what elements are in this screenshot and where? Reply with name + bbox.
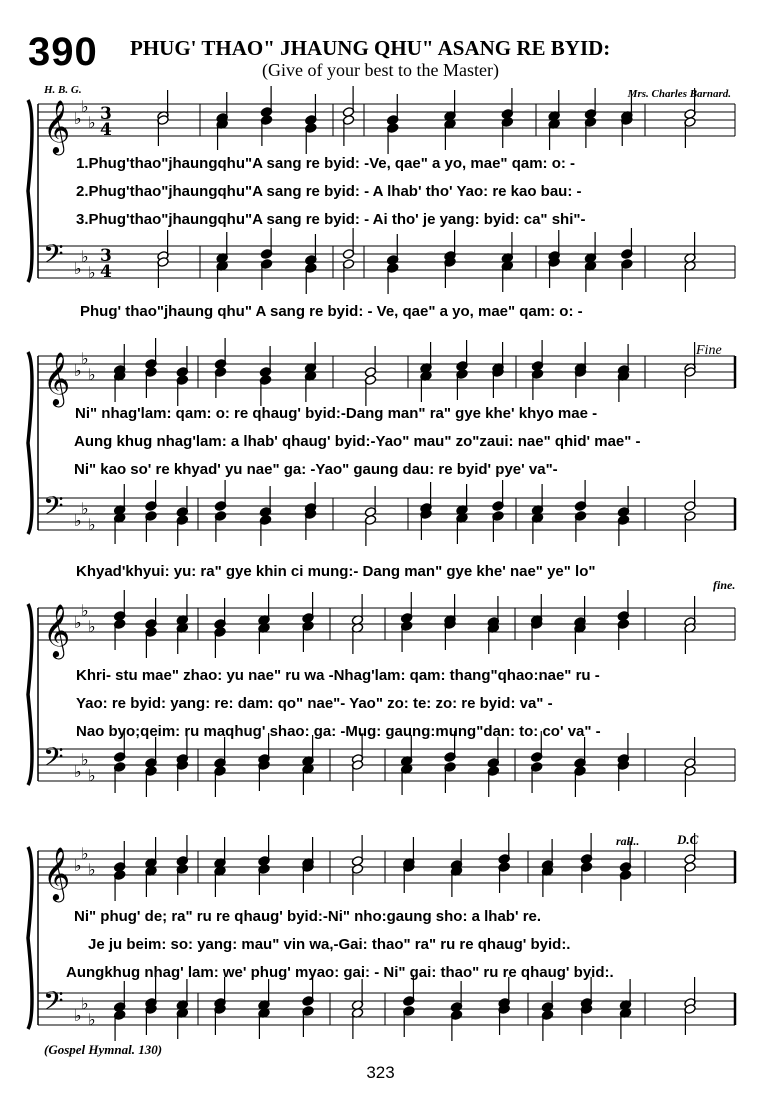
flat-icon: ♭ xyxy=(74,1006,82,1025)
time-signature: 3 xyxy=(100,104,112,124)
fine-mark-lower: fine. xyxy=(713,578,736,592)
verse-1-line-2: Ni" nhag'lam: qam: o: re qhaug' byid:-Dang man" ra" gye khe' khyo mae - xyxy=(75,405,598,422)
flat-icon: ♭ xyxy=(81,750,89,769)
treble-clef-icon: 𝄞 xyxy=(43,603,71,657)
system-1-brace xyxy=(28,100,32,282)
flat-icon: ♭ xyxy=(88,515,96,534)
verse-3-line-2: Ni" kao so' re khyad' yu nae" ga: -Yao" gaung dau: re byid' pye' va"- xyxy=(74,461,558,478)
bass-lyric-1: Phug' thao"jhaung qhu" A sang re byid: - Ve, qae" a yo, mae" qam: o: - xyxy=(80,303,583,320)
treble-clef-icon: 𝄞 xyxy=(43,846,71,900)
flat-icon: ♭ xyxy=(88,617,96,636)
verse-2-line-1: 2.Phug'thao"jhaungqhu"A sang re byid: - A lhab' tho' Yao: re kao bau: - xyxy=(76,183,582,200)
flat-icon: ♭ xyxy=(81,247,89,266)
verse-3-line-4: Aungkhug nhag' lam: we' phug' myao: gai: - Ni" gai: thao" ru re qhaug' byid:. xyxy=(66,964,614,981)
bass-clef-icon: 𝄢 xyxy=(43,741,64,779)
flat-icon: ♭ xyxy=(74,109,82,128)
source-credit: (Gospel Hymnal. 130) xyxy=(44,1042,163,1057)
flat-icon: ♭ xyxy=(74,511,82,530)
flat-icon: ♭ xyxy=(88,1010,96,1029)
flat-icon: ♭ xyxy=(88,113,96,132)
page-number: 323 xyxy=(366,1063,395,1082)
treble-clef-icon: 𝄞 xyxy=(43,351,71,405)
flat-icon: ♭ xyxy=(81,97,89,116)
flat-icon: ♭ xyxy=(74,259,82,278)
verse-1-line-1: 1.Phug'thao"jhaungqhu"A sang re byid: -Ve, qae" a yo, mae" qam: o: - xyxy=(76,155,576,172)
flat-icon: ♭ xyxy=(88,766,96,785)
system-2-brace xyxy=(28,352,32,534)
verse-3-line-1: 3.Phug'thao"jhaungqhu"A sang re byid: - Ai tho' je yang: byid: ca" shi"- xyxy=(76,211,586,228)
verse-1-line-3: Khri- stu mae" zhao: yu nae" ru wa -Nhag'lam: qam: thang"qhao:nae" ru - xyxy=(76,667,600,684)
system-4-brace xyxy=(28,847,32,1029)
flat-icon: ♭ xyxy=(81,499,89,518)
bass-clef-icon: 𝄢 xyxy=(43,985,64,1023)
bass-lyric-2: Khyad'khyui: yu: ra" gye khin ci mung:- Dang man" gye khe' nae" ye" lo" xyxy=(76,563,596,580)
rall-mark: rall.. xyxy=(616,834,640,848)
author-credit: Mrs. Charles Barnard. xyxy=(627,88,731,100)
time-signature: 4 xyxy=(100,120,112,140)
verse-2-line-4: Je ju beim: so: yang: mau" vin wa,-Gai: thao" ra" ru re qhaug' byid:. xyxy=(88,936,571,953)
bass-clef-icon: 𝄢 xyxy=(43,490,64,528)
hymn-number: 390 xyxy=(28,30,98,74)
flat-icon: ♭ xyxy=(74,361,82,380)
flat-icon: ♭ xyxy=(81,601,89,620)
composer-credit: H. B. G. xyxy=(44,84,82,96)
time-signature: 4 xyxy=(100,262,112,282)
fine-mark: Fine xyxy=(696,343,722,358)
verse-1-line-4: Ni" phug' de; ra" ru re qhaug' byid:-Ni" nho:gaung sho: a lhab' re. xyxy=(74,908,542,925)
flat-icon: ♭ xyxy=(88,263,96,282)
flat-icon: ♭ xyxy=(88,860,96,879)
flat-icon: ♭ xyxy=(81,994,89,1013)
bass-clef-icon: 𝄢 xyxy=(43,238,64,276)
hymn-title: PHUG' THAO" JHAUNG QHU" ASANG RE BYID: xyxy=(130,36,611,60)
flat-icon: ♭ xyxy=(88,365,96,384)
verse-2-line-3: Yao: re byid: yang: re: dam: qo" nae"- Yao" zo: te: zo: re byid: va" - xyxy=(76,695,553,712)
time-signature: 3 xyxy=(100,246,112,266)
flat-icon: ♭ xyxy=(74,613,82,632)
flat-icon: ♭ xyxy=(74,762,82,781)
dc-mark: D.C xyxy=(677,832,699,847)
verse-3-line-3: Nao byo;qeim: ru maqhug' shao: ga: -Mug: gaung:mung"dan: to: co' va" - xyxy=(76,723,601,740)
treble-clef-icon: 𝄞 xyxy=(43,99,71,153)
hymn-subtitle: (Give of your best to the Master) xyxy=(262,60,499,80)
flat-icon: ♭ xyxy=(81,844,89,863)
flat-icon: ♭ xyxy=(74,856,82,875)
verse-2-line-2: Aung khug nhag'lam: a lhab' qhaug' byid:-Yao" mau" zo"zaui: nae" qhid' mae" - xyxy=(74,433,641,450)
system-3-brace xyxy=(28,604,32,785)
flat-icon: ♭ xyxy=(81,349,89,368)
